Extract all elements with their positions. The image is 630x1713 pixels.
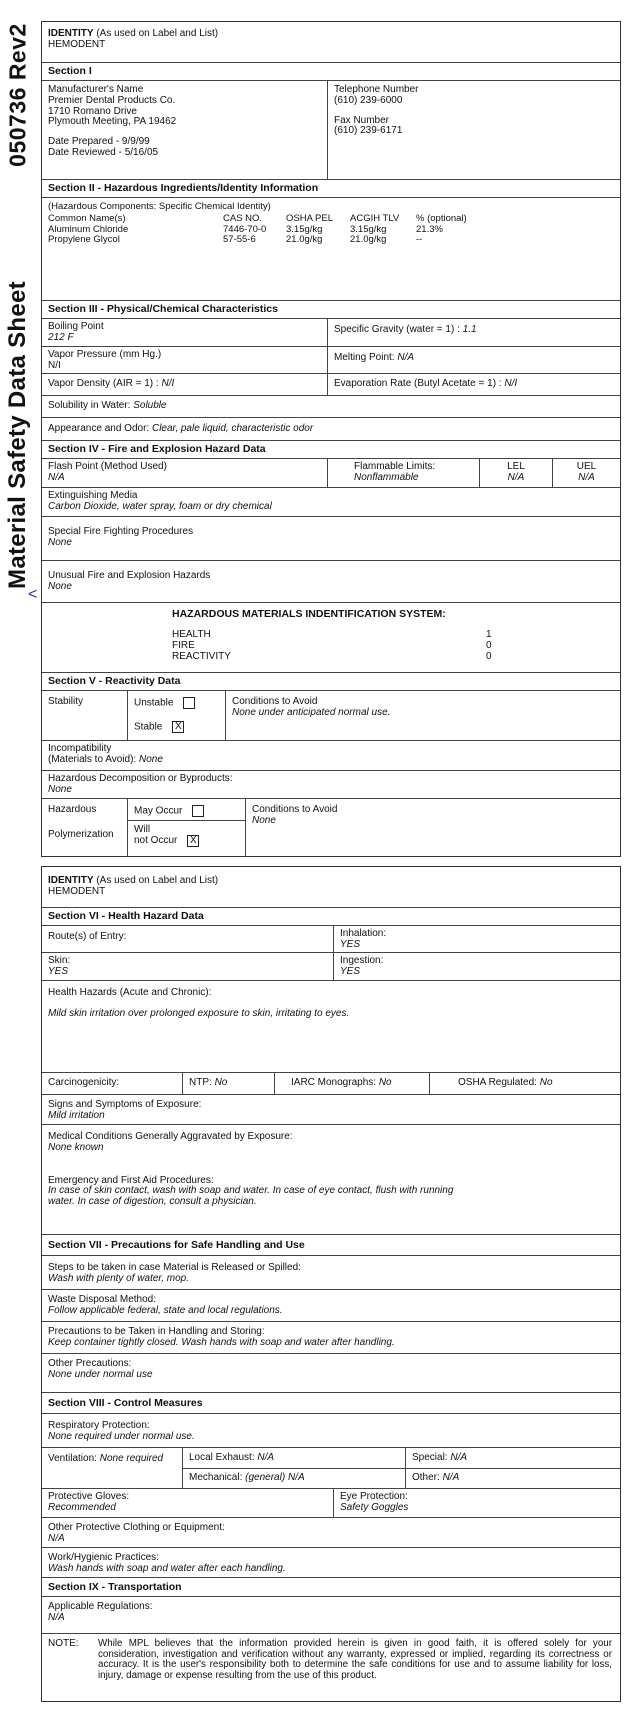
other-precautions-label: Other Precautions: (48, 1358, 132, 1369)
manufacturer-line-3: Plymouth Meeting, PA 19462 (48, 116, 177, 128)
specific-gravity-label: Specific Gravity (water = 1) : (334, 324, 460, 335)
polymerization-conditions-label: Conditions to Avoid (252, 804, 338, 815)
hazardous-components-label: (Hazardous Components: Specific Chemical Identity) (48, 201, 271, 212)
note-label: NOTE: (48, 1638, 79, 1649)
specific-gravity-value: 1.1 (462, 324, 477, 335)
table-cell: 3.15g/kg (350, 223, 387, 235)
section-4-title: Section IV - Fire and Explosion Hazard Data (48, 443, 266, 455)
vapor-density-row (42, 374, 620, 396)
identity-value: HEMODENT (48, 38, 106, 50)
hmis-row (172, 652, 492, 663)
lel-label: LEL (507, 461, 525, 472)
header-percent: % (optional) (416, 213, 467, 225)
symptoms-label: Signs and Symptoms of Exposure: (48, 1099, 202, 1110)
hmis-title: HAZARDOUS MATERIALS INDENTIFICATION SYSTEM: (172, 608, 446, 620)
spill-value: Wash with plenty of water, mop. (48, 1272, 189, 1284)
medical-conditions-label: Medical Conditions Generally Aggravated by Exposure: (48, 1131, 293, 1142)
identity-label: IDENTITY (48, 28, 94, 39)
arrow-left-icon: < (28, 586, 38, 603)
boiling-point-value: 212 F (48, 331, 74, 343)
special-fire-fighting-value: None (48, 536, 72, 548)
extinguishing-media-value: Carbon Dioxide, water spray, foam or dry chemical (48, 500, 272, 512)
stability-label: Stability (48, 696, 84, 707)
protection-row (42, 1489, 620, 1518)
conditions-to-avoid-label: Conditions to Avoid (232, 696, 318, 707)
protective-clothing-value: N/A (48, 1532, 65, 1544)
flammable-limits-label: Flammable Limits: (354, 461, 436, 472)
section-2-title: Section II - Hazardous Ingredients/Identity Information (48, 182, 319, 194)
skin-label: Skin: (48, 955, 71, 966)
vapor-pressure-label: Vapor Pressure (mm Hg.) (48, 349, 162, 360)
may-occur-label: May Occur (134, 805, 183, 817)
section-6-title: Section VI - Health Hazard Data (48, 910, 204, 922)
date-prepared: Date Prepared - 9/9/99 (48, 136, 150, 148)
evaporation-rate-value: N/I (504, 378, 518, 389)
identity-label: IDENTITY (48, 875, 94, 886)
other-precautions-value: None under normal use (48, 1368, 153, 1380)
ntp-value: No (214, 1077, 228, 1088)
osha-regulated-value: No (539, 1077, 553, 1088)
identity-note: (As used on Label and List) (96, 875, 219, 886)
skin-value: YES (48, 965, 69, 977)
skin-row (42, 953, 620, 981)
table-row (48, 235, 467, 245)
flash-point-row (42, 459, 620, 488)
hazardous-decomposition-label: Hazardous Decomposition or Byproducts: (48, 773, 233, 784)
section-7-title: Section VII - Precautions for Safe Handling and Use (48, 1239, 305, 1251)
header-acgih-tlv: ACGIH TLV (350, 213, 400, 225)
not-occur-label: not Occur (134, 834, 178, 846)
unusual-hazards-label: Unusual Fire and Explosion Hazards (48, 570, 211, 581)
melting-point-label: Melting Point: (334, 352, 395, 363)
health-hazards-value: Mild skin irritation over prolonged exposure to skin, irritating to eyes. (48, 1007, 350, 1019)
eye-protection-value: Safety Goggles (340, 1501, 409, 1513)
section-9-title: Section IX - Transportation (48, 1581, 182, 1593)
materials-to-avoid-value: None (138, 753, 163, 765)
handling-label: Precautions to be Taken in Handling and Storing: (48, 1326, 265, 1337)
other-ventilation-label: Other: (412, 1472, 440, 1483)
respiratory-label: Respiratory Protection: (48, 1420, 150, 1431)
carcinogenicity-row (42, 1073, 620, 1095)
eye-protection-label: Eye Protection: (340, 1491, 408, 1502)
first-aid-label: Emergency and First Aid Procedures: (48, 1174, 214, 1186)
waste-disposal-label: Waste Disposal Method: (48, 1294, 157, 1305)
manufacturer-line-1: Premier Dental Products Co. (48, 94, 176, 106)
ingestion-value: YES (340, 965, 361, 977)
materials-to-avoid-label: (Materials to Avoid): (48, 753, 137, 765)
identity-block (42, 867, 620, 908)
melting-point-value: N/A (397, 352, 415, 363)
header-osha-pel: OSHA PEL (286, 213, 333, 225)
hmis-fire-label: FIRE (172, 640, 195, 652)
flammable-limits-value: Nonflammable (354, 471, 419, 483)
solubility-label: Solubility in Water: (48, 400, 131, 411)
msds-page-1 (41, 21, 621, 857)
note-text: While MPL believes that the information provided herein is given in good faith, it is offered solely for your consideration, investigation and verification without any warranty, expressed or implied, regarding its correctness or accuracy. It is the user's responsibility both to determine the safe conditions for use and to assume liability for loss, injury, damage or expense resulting from the use of this product. (98, 1638, 612, 1681)
special-value: N/A (450, 1452, 468, 1463)
table-cell: Propylene Glycol (48, 233, 120, 245)
ventilation-row (42, 1448, 620, 1489)
header-common-name: Common Name(s) (48, 213, 126, 225)
table-cell: 7446-70-0 (223, 223, 267, 235)
boiling-point-row (42, 319, 620, 347)
manufacturer-label: Manufacturer's Name (48, 84, 144, 95)
inhalation-value: YES (340, 938, 361, 950)
sidebar (0, 0, 36, 1713)
msds-page-2 (41, 866, 621, 1702)
local-exhaust-value: N/A (257, 1452, 275, 1463)
identity-value: HEMODENT (48, 885, 106, 897)
table-cell: 21.0g/kg (350, 233, 387, 245)
polymerization-row (42, 799, 620, 856)
vapor-pressure-row (42, 347, 620, 374)
flash-point-value: N/A (48, 471, 65, 483)
ntp-label: NTP: (189, 1077, 212, 1088)
gloves-label: Protective Gloves: (48, 1491, 130, 1502)
table-cell: 57-55-6 (223, 233, 256, 245)
evaporation-rate-label: Evaporation Rate (Butyl Acetate = 1) : (334, 378, 502, 389)
ventilation-value: None required (99, 1453, 164, 1464)
uel-value: N/A (578, 471, 595, 483)
special-fire-fighting-label: Special Fire Fighting Procedures (48, 526, 194, 537)
fax-value: (610) 239-6171 (334, 125, 403, 137)
hygienic-practices-label: Work/Hygienic Practices: (48, 1552, 159, 1563)
inhalation-label: Inhalation: (340, 928, 387, 939)
hmis-fire-value: 0 (486, 640, 492, 652)
ventilation-label: Ventilation: (48, 1453, 97, 1464)
vapor-density-label: Vapor Density (AIR = 1) : (48, 378, 159, 389)
iarc-value: No (378, 1077, 392, 1088)
manufacturer-line-2: 1710 Romano Drive (48, 105, 137, 117)
hazardous-decomposition-value: None (48, 783, 72, 795)
carcinogenicity-label: Carcinogenicity: (48, 1077, 120, 1088)
extinguishing-media-label: Extinguishing Media (48, 490, 138, 501)
stable-label: Stable (134, 722, 163, 734)
stability-row (42, 691, 620, 741)
table-header-row (48, 214, 467, 224)
first-aid-line-2: water. In case of digestion, consult a physician. (48, 1196, 257, 1208)
mechanical-label: Mechanical: (189, 1472, 243, 1483)
other-ventilation-value: N/A (442, 1472, 460, 1483)
stable-checkbox: X (172, 721, 184, 733)
iarc-label: IARC Monographs: (291, 1077, 377, 1088)
section-2 (42, 198, 620, 301)
first-aid-line-1: In case of skin contact, wash with soap and water. In case of eye contact, flush with running (48, 1185, 454, 1197)
appearance-value: Clear, pale liquid, characteristic odor (151, 423, 314, 434)
vapor-pressure-value: N/I (48, 359, 61, 371)
vapor-density-value: N/I (161, 378, 175, 389)
unstable-checkbox (183, 697, 195, 709)
handling-value: Keep container tightly closed. Wash hands with soap and water after handling. (48, 1336, 395, 1348)
incompatibility-label: Incompatibility (48, 743, 112, 754)
telephone-value: (610) 239-6000 (334, 94, 403, 106)
section-5-title: Section V - Reactivity Data (48, 675, 181, 687)
polymerization-label-2: Polymerization (48, 828, 114, 840)
section-1-title: Section I (48, 65, 92, 77)
table-cell: Aluminum Chloride (48, 223, 129, 235)
protective-clothing-label: Other Protective Clothing or Equipment: (48, 1522, 225, 1533)
medical-conditions-value: None known (48, 1141, 104, 1153)
will-not-occur-checkbox: X (187, 835, 199, 847)
health-hazards-label: Health Hazards (Acute and Chronic): (48, 987, 212, 998)
polymerization-conditions-value: None (252, 814, 276, 826)
unstable-label: Unstable (134, 697, 174, 709)
local-exhaust-label: Local Exhaust: (189, 1452, 255, 1463)
solubility-value: Soluble (133, 400, 167, 411)
gloves-value: Recommended (48, 1501, 116, 1513)
table-cell: 21.3% (416, 223, 443, 235)
hmis-health-label: HEALTH (172, 629, 211, 641)
route-of-entry-label: Route(s) of Entry: (48, 931, 127, 942)
unusual-hazards-value: None (48, 580, 72, 592)
may-occur-checkbox (192, 805, 204, 817)
boiling-point-label: Boiling Point (48, 321, 104, 332)
osha-regulated-label: OSHA Regulated: (458, 1077, 537, 1088)
header-cas-no: CAS NO. (223, 213, 263, 225)
hygienic-practices-value: Wash hands with soap and water after each handling. (48, 1562, 286, 1574)
route-row (42, 926, 620, 953)
identity-note: (As used on Label and List) (96, 28, 219, 39)
table-cell: -- (416, 233, 423, 245)
spill-label: Steps to be taken in case Material is Released or Spilled: (48, 1262, 301, 1273)
fax-label: Fax Number (334, 114, 390, 126)
flash-point-label: Flash Point (Method Used) (48, 461, 167, 472)
date-reviewed: Date Reviewed - 5/16/05 (48, 146, 159, 158)
regulations-label: Applicable Regulations: (48, 1601, 153, 1612)
ingredients-table (48, 214, 467, 245)
conditions-to-avoid-value: None under anticipated normal use. (232, 706, 391, 718)
section-1 (42, 81, 620, 180)
document-title: Material Safety Data Sheet (4, 281, 32, 589)
hmis-reactivity-label: REACTIVITY (172, 650, 231, 662)
hmis-row (172, 630, 492, 641)
document-code: 050736 Rev2 (4, 23, 31, 167)
regulations-value: N/A (48, 1611, 65, 1623)
hmis-block (42, 603, 620, 673)
section-3-title: Section III - Physical/Chemical Characteristics (48, 303, 278, 315)
symptoms-value: Mild irritation (48, 1109, 105, 1121)
polymerization-label-1: Hazardous (48, 804, 97, 815)
section-8-title: Section VIII - Control Measures (48, 1397, 203, 1409)
hmis-health-value: 1 (486, 629, 492, 641)
hmis-reactivity-value: 0 (486, 650, 492, 662)
appearance-label: Appearance and Odor: (48, 423, 150, 434)
telephone-label: Telephone Number (334, 84, 419, 95)
uel-label: UEL (576, 461, 597, 472)
special-label: Special: (412, 1452, 448, 1463)
ingestion-label: Ingestion: (340, 955, 384, 966)
table-cell: 21.0g/kg (286, 233, 323, 245)
respiratory-value: None required under normal use. (48, 1430, 195, 1442)
mechanical-value: (general) N/A (245, 1472, 305, 1483)
waste-disposal-value: Follow applicable federal, state and local regulations. (48, 1304, 283, 1316)
identity-block (42, 22, 620, 63)
lel-value: N/A (507, 471, 525, 483)
note-block (42, 1634, 620, 1701)
table-cell: 3.15g/kg (286, 223, 323, 235)
will-label: Will (134, 824, 151, 835)
